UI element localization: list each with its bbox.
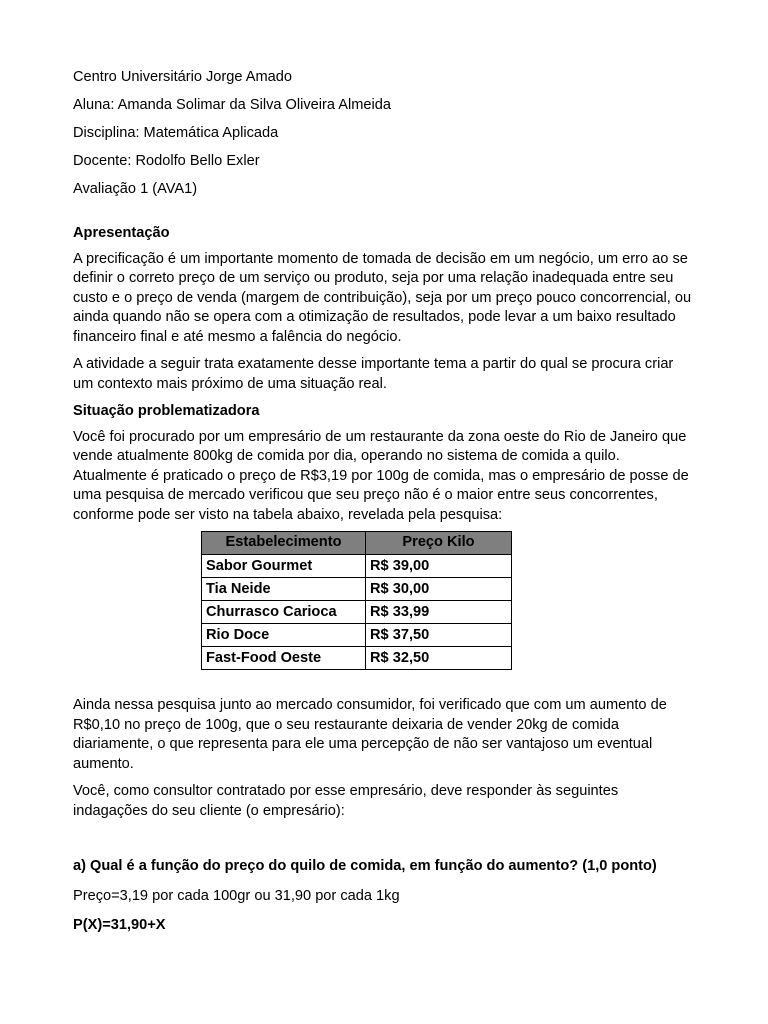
table-row xyxy=(202,647,512,670)
table-header-row xyxy=(202,532,512,555)
table-row xyxy=(202,624,512,647)
establishment-cell: Fast-Food Oeste xyxy=(202,647,366,670)
presentation-heading: Apresentação xyxy=(73,225,170,241)
survey-paragraph: Ainda nessa pesquisa junto ao mercado consumidor, foi verificado que com um aumento de R$0,10 no preço de 100g, que o seu restaurante deixaria de vender 20kg de comida diariamente, o que representa para ele uma percepção de não ser vantajoso um eventual aumento. xyxy=(73,697,667,772)
consultant-paragraph: Você, como consultor contratado por esse empresário, deve responder às seguintes indagações do seu cliente (o empresário): xyxy=(73,783,619,819)
document-page xyxy=(73,64,695,936)
header-establishment: Estabelecimento xyxy=(202,532,366,555)
presentation-paragraph-2: A atividade a seguir trata exatamente desse importante tema a partir do qual se procura criar um contexto mais próximo de uma situação real. xyxy=(73,356,674,392)
situation-heading: Situação problematizadora xyxy=(73,403,260,419)
establishment-cell: Churrasco Carioca xyxy=(202,601,366,624)
price-cell: R$ 39,00 xyxy=(366,555,512,578)
establishment-cell: Sabor Gourmet xyxy=(202,555,366,578)
student-line: Aluna: Amanda Solimar da Silva Oliveira Almeida xyxy=(73,97,391,113)
price-cell: R$ 32,50 xyxy=(366,647,512,670)
assessment-line: Avaliação 1 (AVA1) xyxy=(73,181,198,197)
situation-paragraph: Você foi procurado por um empresário de um restaurante da zona oeste do Rio de Janeiro que vende atualmente 800kg de comida por dia, operando no sistema de comida a quilo. Atualmente é praticado o preço de R$3,19 por 100g de comida, mas o empresário de posse de uma pesquisa de mercado verificou que seu preço não é o maior entre seus concorrentes, conforme pode ser visto na tabela abaixo, revelada pela pesquisa: xyxy=(73,428,689,523)
table-row xyxy=(202,555,512,578)
establishment-cell: Rio Doce xyxy=(202,624,366,647)
header-price: Preço Kilo xyxy=(366,532,512,555)
institution-line: Centro Universitário Jorge Amado xyxy=(73,69,293,85)
table-row xyxy=(202,601,512,624)
teacher-line: Docente: Rodolfo Bello Exler xyxy=(73,153,260,169)
formula-a: P(X)=31,90+X xyxy=(73,917,166,933)
presentation-paragraph-1: A precificação é um importante momento de tomada de decisão em um negócio, um erro ao se definir o correto preço de um serviço ou produto, seja por uma relação inadequada entre seu custo e o preço de venda (margem de contribuição), seja por um preço pouco concorrencial, ou ainda quando não se opera com a otimização de resultados, pode levar a um baixo resultado financeiro final e até mesmo a falência do negócio. xyxy=(73,250,692,345)
question-a: a) Qual é a função do preço do quilo de comida, em função do aumento? (1,0 ponto) xyxy=(73,858,657,874)
subject-line: Disciplina: Matemática Aplicada xyxy=(73,125,279,141)
price-cell: R$ 37,50 xyxy=(366,624,512,647)
table-row xyxy=(202,578,512,601)
establishment-cell: Tia Neide xyxy=(202,578,366,601)
price-cell: R$ 30,00 xyxy=(366,578,512,601)
price-cell: R$ 33,99 xyxy=(366,601,512,624)
answer-a: Preço=3,19 por cada 100gr ou 31,90 por cada 1kg xyxy=(73,887,400,904)
price-table xyxy=(201,531,512,670)
